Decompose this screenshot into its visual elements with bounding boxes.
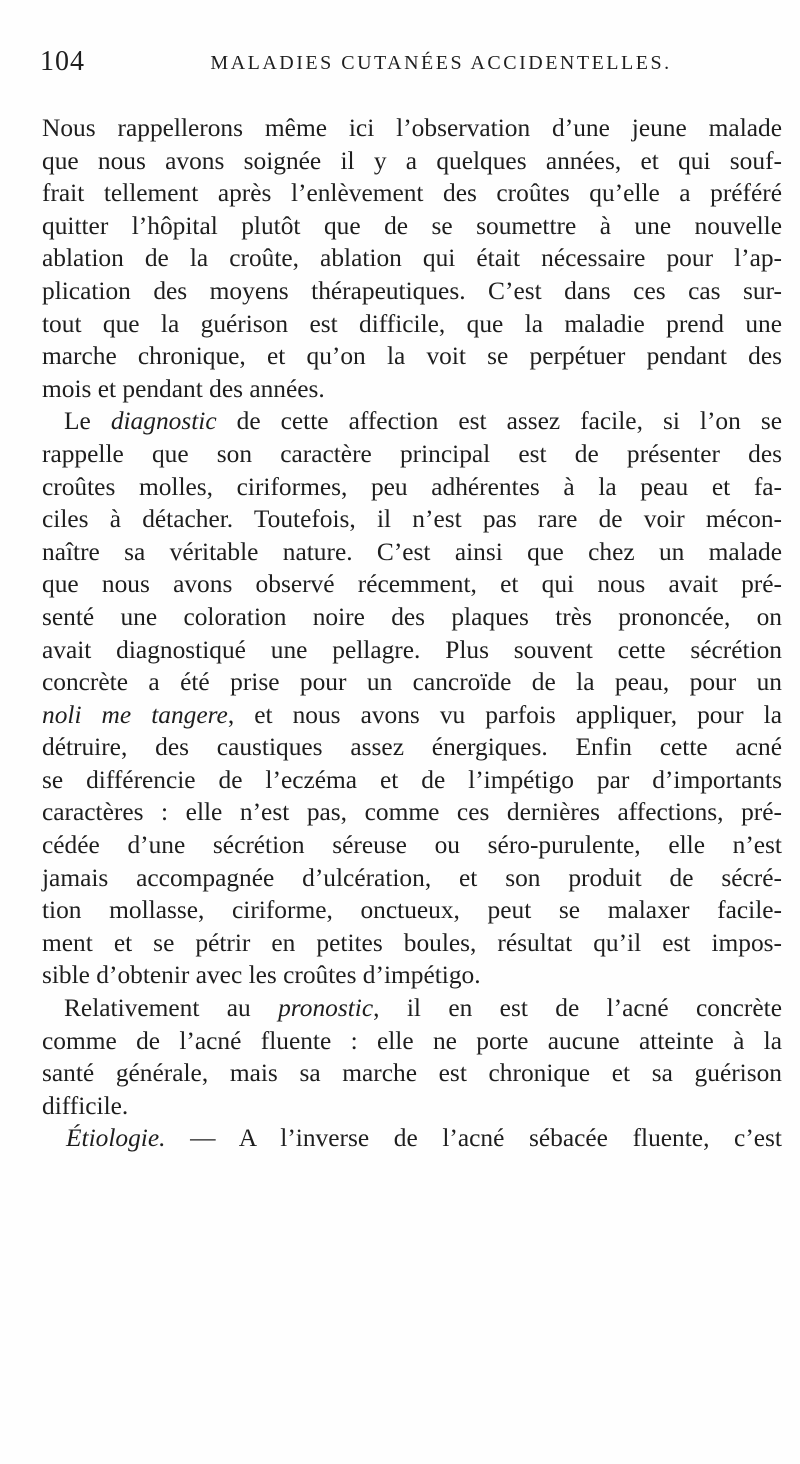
text-line: marche chronique, et qu’on la voit se perpétuer pendant des <box>42 342 782 371</box>
text-line: tion mollasse, ciriforme, onctueux, peut se malaxer facile- <box>42 896 782 925</box>
text-line: que nous avons soignée il y a quelques années, et qui souf- <box>42 146 782 175</box>
text-line: cédée d’une sécrétion séreuse ou séro-purulente, elle n’est <box>42 831 782 860</box>
text-line: croûtes molles, ciriformes, peu adhérentes à la peau et fa- <box>42 472 782 501</box>
text-line: mois et pendant des années. <box>42 374 325 403</box>
italic-term-pronostic: pronostic <box>278 994 374 1023</box>
text-line: se différencie de l’eczéma et de l’impétigo par d’importants <box>42 765 782 794</box>
italic-term-etiologie: Étiologie. <box>66 1124 166 1153</box>
text-line: tout que la guérison est difficile, que la maladie prend une <box>42 309 782 338</box>
text-line: Relativement au pronostic, il en est de l’acné concrète <box>64 994 782 1023</box>
text-line: caractères : elle n’est pas, comme ces dernières affections, pré- <box>42 798 782 827</box>
text-line: ciles à détacher. Toutefois, il n’est pas rare de voir mécon- <box>42 505 782 534</box>
text-line: que nous avons observé récemment, et qui nous avait pré- <box>42 570 782 599</box>
text-line: comme de l’acné fluente : elle ne porte aucune atteinte à la <box>42 1026 782 1055</box>
text-line: concrète a été prise pour un cancroïde de la peau, pour un <box>42 668 782 697</box>
text-line: Étiologie. — A l’inverse de l’acné sébacée fluente, c’est <box>66 1124 782 1153</box>
italic-term-noli-me-tangere: noli me tangere <box>42 700 228 729</box>
text-line: ablation de la croûte, ablation qui était nécessaire pour l’ap- <box>42 244 782 273</box>
text-line: senté une coloration noire des plaques très prononcée, on <box>42 602 782 631</box>
text-line: frait tellement après l’enlèvement des croûtes qu’elle a préféré <box>42 179 782 208</box>
text-line: noli me tangere, et nous avons vu parfois appliquer, pour la <box>42 700 782 729</box>
body-text <box>42 112 782 1155</box>
text-line: plication des moyens thérapeutiques. C’est dans ces cas sur- <box>42 276 782 305</box>
text-line: rappelle que son caractère principal est de présenter des <box>42 439 782 468</box>
text-line: quitter l’hôpital plutôt que de se soumettre à une nouvelle <box>42 211 782 240</box>
text-line: naître sa véritable nature. C’est ainsi que chez un malade <box>42 537 782 566</box>
running-title: MALADIES CUTANÉES ACCIDENTELLES. <box>210 52 672 74</box>
text-line: santé générale, mais sa marche est chronique et sa guérison <box>42 1059 782 1088</box>
page-number: 104 <box>40 46 85 77</box>
text-line: avait diagnostiqué une pellagre. Plus souvent cette sécrétion <box>42 635 782 664</box>
text-line: Nous rappellerons même ici l’observation d’une jeune malade <box>42 114 782 142</box>
text-line: ment et se pétrir en petites boules, résultat qu’il est impos- <box>42 928 782 957</box>
page-header <box>40 46 782 86</box>
text-line: jamais accompagnée d’ulcération, et son produit de sécré- <box>42 863 782 892</box>
text-line: sible d’obtenir avec les croûtes d’impétigo. <box>42 961 481 990</box>
italic-term-diagnostic: diagnostic <box>110 407 217 436</box>
text-line: détruire, des caustiques assez énergiques. Enfin cette acné <box>42 733 782 762</box>
text-line: Le diagnostic de cette affection est assez facile, si l’on se <box>64 407 782 436</box>
text-line: difficile. <box>42 1091 129 1120</box>
